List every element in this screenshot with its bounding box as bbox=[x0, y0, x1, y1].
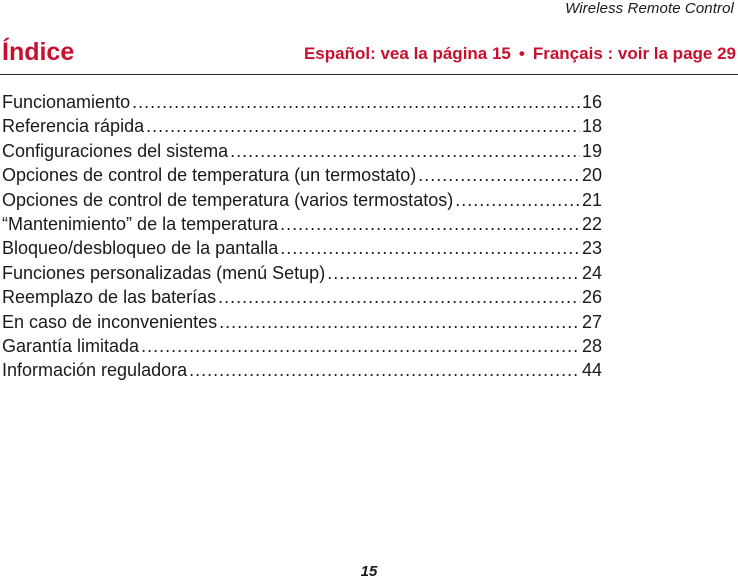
spanish-page-link[interactable]: Español: vea la página 15 bbox=[303, 44, 511, 63]
toc-entry-page: 26 bbox=[581, 287, 602, 308]
toc-dot-leader bbox=[132, 92, 580, 113]
toc-dot-leader bbox=[230, 141, 580, 162]
toc-entry-page: 27 bbox=[581, 311, 602, 332]
toc-dot-leader bbox=[189, 360, 580, 381]
page-number: 15 bbox=[360, 563, 378, 580]
toc-entry-page: 22 bbox=[581, 213, 602, 234]
toc-entry-funcionamiento[interactable] bbox=[2, 92, 602, 116]
french-page-link[interactable]: Français : voir la page 29 bbox=[532, 44, 736, 63]
toc-entry-page: 20 bbox=[581, 165, 602, 186]
language-links bbox=[304, 44, 736, 64]
toc-entry-page: 19 bbox=[581, 140, 602, 161]
toc-entry-title: En caso de inconvenientes bbox=[2, 311, 218, 332]
toc-dot-leader bbox=[280, 214, 580, 235]
toc-entry-page: 18 bbox=[581, 116, 602, 137]
toc-entry-page: 24 bbox=[581, 262, 602, 283]
toc-entry-title: Información reguladora bbox=[2, 360, 188, 381]
bullet-separator: • bbox=[518, 44, 525, 63]
toc-entry-page: 44 bbox=[581, 360, 602, 381]
toc-entry-title: Funcionamiento bbox=[2, 92, 131, 112]
toc-entry-control-varios-termostatos[interactable] bbox=[2, 190, 602, 214]
toc-entry-title: Reemplazo de las baterías bbox=[2, 287, 217, 308]
toc-entry-garantia-limitada[interactable] bbox=[2, 336, 602, 360]
toc-dot-leader bbox=[141, 336, 580, 357]
toc-dot-leader bbox=[455, 190, 580, 211]
toc-entry-control-un-termostato[interactable] bbox=[2, 165, 602, 189]
running-header-title: Wireless Remote Control bbox=[565, 0, 734, 17]
toc-entry-page: 28 bbox=[581, 335, 602, 356]
toc-entry-page: 16 bbox=[581, 92, 602, 112]
toc-dot-leader bbox=[327, 263, 580, 284]
toc-dot-leader bbox=[146, 116, 580, 137]
toc-entry-title: Configuraciones del sistema bbox=[2, 140, 229, 161]
toc-entry-reemplazo-baterias[interactable] bbox=[2, 287, 602, 311]
toc-dot-leader bbox=[418, 165, 580, 186]
title-row bbox=[0, 38, 738, 75]
toc-entry-page: 23 bbox=[581, 238, 602, 259]
toc-entry-title: Opciones de control de temperatura (un termostato) bbox=[2, 165, 417, 186]
toc-entry-referencia-rapida[interactable] bbox=[2, 116, 602, 140]
toc-entry-bloqueo-pantalla[interactable] bbox=[2, 238, 602, 262]
toc-dot-leader bbox=[218, 287, 580, 308]
toc-entry-title: Referencia rápida bbox=[2, 116, 145, 137]
toc-entry-title: Garantía limitada bbox=[2, 335, 140, 356]
toc-entry-title: Opciones de control de temperatura (varios termostatos) bbox=[2, 189, 454, 210]
toc-dot-leader bbox=[219, 312, 580, 333]
toc-dot-leader bbox=[280, 238, 580, 259]
toc-entry-title: Funciones personalizadas (menú Setup) bbox=[2, 262, 326, 283]
toc-entry-informacion-reguladora[interactable] bbox=[2, 360, 602, 384]
toc-entry-page: 21 bbox=[581, 189, 602, 210]
toc-entry-mantenimiento[interactable] bbox=[2, 214, 602, 238]
toc-entry-title: “Mantenimiento” de la temperatura bbox=[2, 213, 279, 234]
toc-entry-inconvenientes[interactable] bbox=[2, 312, 602, 336]
page-title: Índice bbox=[2, 38, 75, 66]
toc-entry-configuraciones[interactable] bbox=[2, 141, 602, 165]
toc-entry-title: Bloqueo/desbloqueo de la pantalla bbox=[2, 238, 279, 259]
table-of-contents bbox=[2, 92, 602, 385]
toc-entry-funciones-personalizadas[interactable] bbox=[2, 263, 602, 287]
